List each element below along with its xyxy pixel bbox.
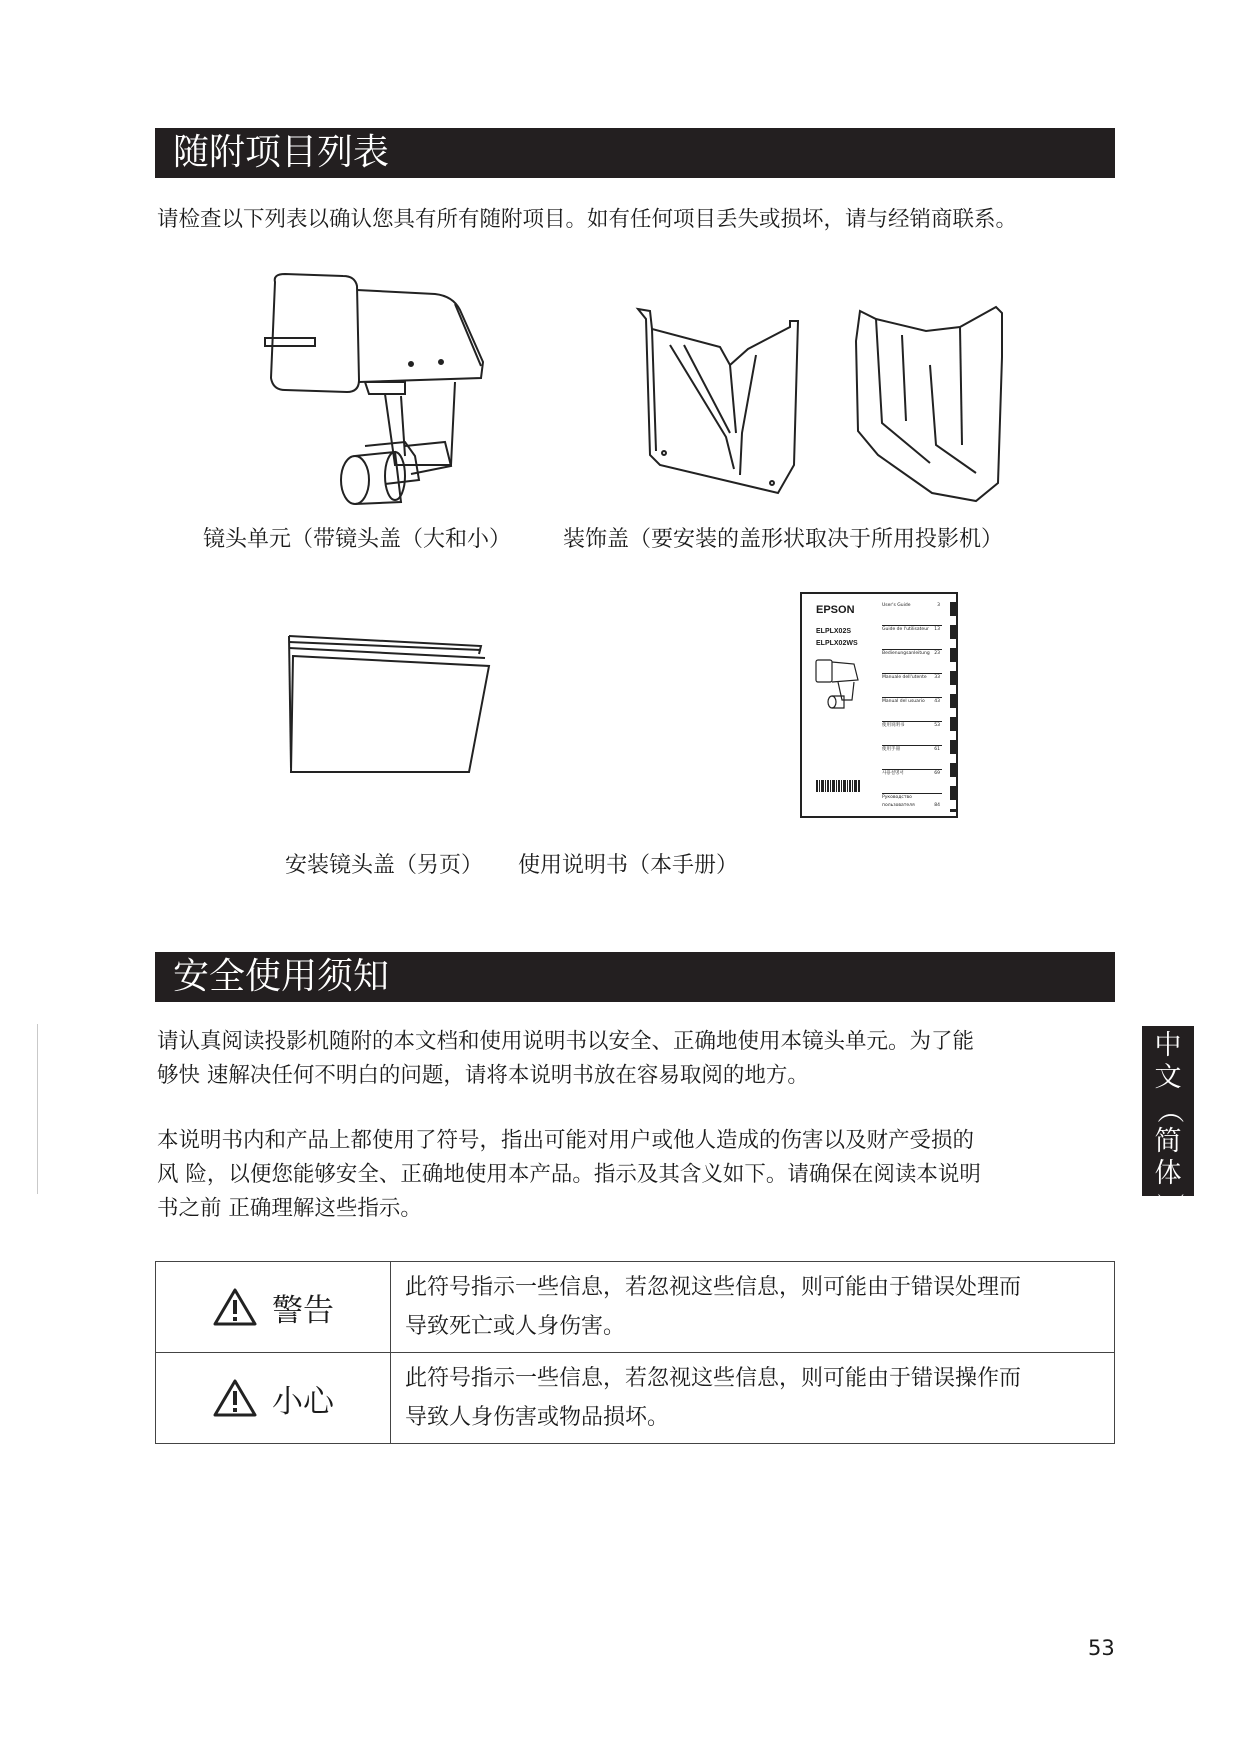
hazard-symbol-table xyxy=(155,1261,1115,1444)
included-items-intro: 请检查以下列表以确认您具有所有随附项目。如有任何项目丢失或损坏，请与经销商联系。 xyxy=(157,207,1018,232)
side-tab-char: ） xyxy=(1153,1192,1184,1220)
safety-para1-line1: 请认真阅读投影机随附的本文档和使用说明书以安全、正确地使用本镜头单元。为了能 xyxy=(157,1029,975,1054)
decorative-cover-illustration xyxy=(630,305,1030,510)
caution-desc-line2: 导致人身伤害或物品损坏。 xyxy=(405,1405,670,1430)
safety-para2-line3: 书之前 正确理解这些指示。 xyxy=(157,1196,422,1221)
user-manual-illustration xyxy=(800,592,958,818)
manual-edge-tabs xyxy=(950,602,956,812)
manual-tab: Руководство пользователя 84 xyxy=(882,795,940,808)
manual-tab: Bedienungsanleitung 23 xyxy=(882,650,942,674)
manual-barcode xyxy=(816,780,860,792)
margin-line xyxy=(37,1024,38,1194)
caution-label: 小心 xyxy=(272,1383,334,1420)
warning-description xyxy=(391,1262,1115,1353)
caution-symbol-cell xyxy=(156,1353,391,1444)
warning-desc-line1: 此符号指示一些信息，若忽视这些信息，则可能由于错误处理而 xyxy=(405,1275,1022,1300)
manual-lens-thumbnail xyxy=(814,656,862,712)
caution-desc-line1: 此符号指示一些信息，若忽视这些信息，则可能由于错误操作而 xyxy=(405,1366,1022,1391)
manual-brand: EPSON xyxy=(816,604,855,616)
manual-model-1: ELPLX02S xyxy=(816,628,852,635)
warning-triangle-icon xyxy=(212,1287,258,1327)
caution-triangle-icon xyxy=(212,1378,258,1418)
table-row xyxy=(156,1353,1115,1444)
manual-tab: Manual del usuario 43 xyxy=(882,698,942,722)
manual-tab: 使用手冊 61 xyxy=(882,746,942,770)
manual-tab: 使用说明书 53 xyxy=(882,722,942,746)
safety-para2-line1: 本说明书内和产品上都使用了符号，指出可能对用户或他人造成的伤害以及财产受损的 xyxy=(157,1128,975,1153)
installation-sheet-caption: 安装镜头盖（另页） xyxy=(285,853,484,878)
section-title-included-items: 随附项目列表 xyxy=(155,128,1115,178)
decorative-cover-caption: 装饰盖（要安装的盖形状取决于所用投影机） xyxy=(563,527,1004,552)
side-tab-char: 文 xyxy=(1154,1062,1182,1093)
safety-para2-line2: 风 险，以便您能够安全、正确地使用本产品。指示及其含义如下。请确保在阅读本说明 xyxy=(157,1162,981,1187)
table-row xyxy=(156,1262,1115,1353)
side-tab-char: 中 xyxy=(1154,1030,1182,1061)
manual-model-2: ELPLX02WS xyxy=(816,640,858,647)
manual-tab: 사용설명서 69 xyxy=(882,770,942,794)
lens-unit-caption: 镜头单元（带镜头盖（大和小） xyxy=(203,527,512,552)
caution-description xyxy=(391,1353,1115,1444)
side-tab-char: （ xyxy=(1153,1096,1184,1124)
section-title-safety: 安全使用须知 xyxy=(155,952,1115,1002)
warning-label: 警告 xyxy=(272,1292,334,1329)
warning-symbol-cell xyxy=(156,1262,391,1353)
side-tab-char: 体 xyxy=(1154,1158,1182,1189)
installation-sheet-illustration xyxy=(285,630,495,780)
side-tab-char: 简 xyxy=(1154,1126,1182,1157)
page-number: 53 xyxy=(1088,1636,1115,1660)
user-manual-caption: 使用说明书（本手册） xyxy=(518,853,739,878)
manual-language-tabs xyxy=(882,602,942,817)
warning-desc-line2: 导致死亡或人身伤害。 xyxy=(405,1314,626,1339)
manual-tab: Guide de l'utilisateur 13 xyxy=(882,626,942,650)
manual-tab: Manuale dell'utente 33 xyxy=(882,674,942,698)
lens-unit-illustration xyxy=(255,270,495,515)
safety-para1-line2: 够快 速解决任何不明白的问题，请将本说明书放在容易取阅的地方。 xyxy=(157,1063,809,1088)
manual-tab: User's Guide 3 xyxy=(882,602,942,626)
language-side-tab xyxy=(1142,1026,1194,1220)
